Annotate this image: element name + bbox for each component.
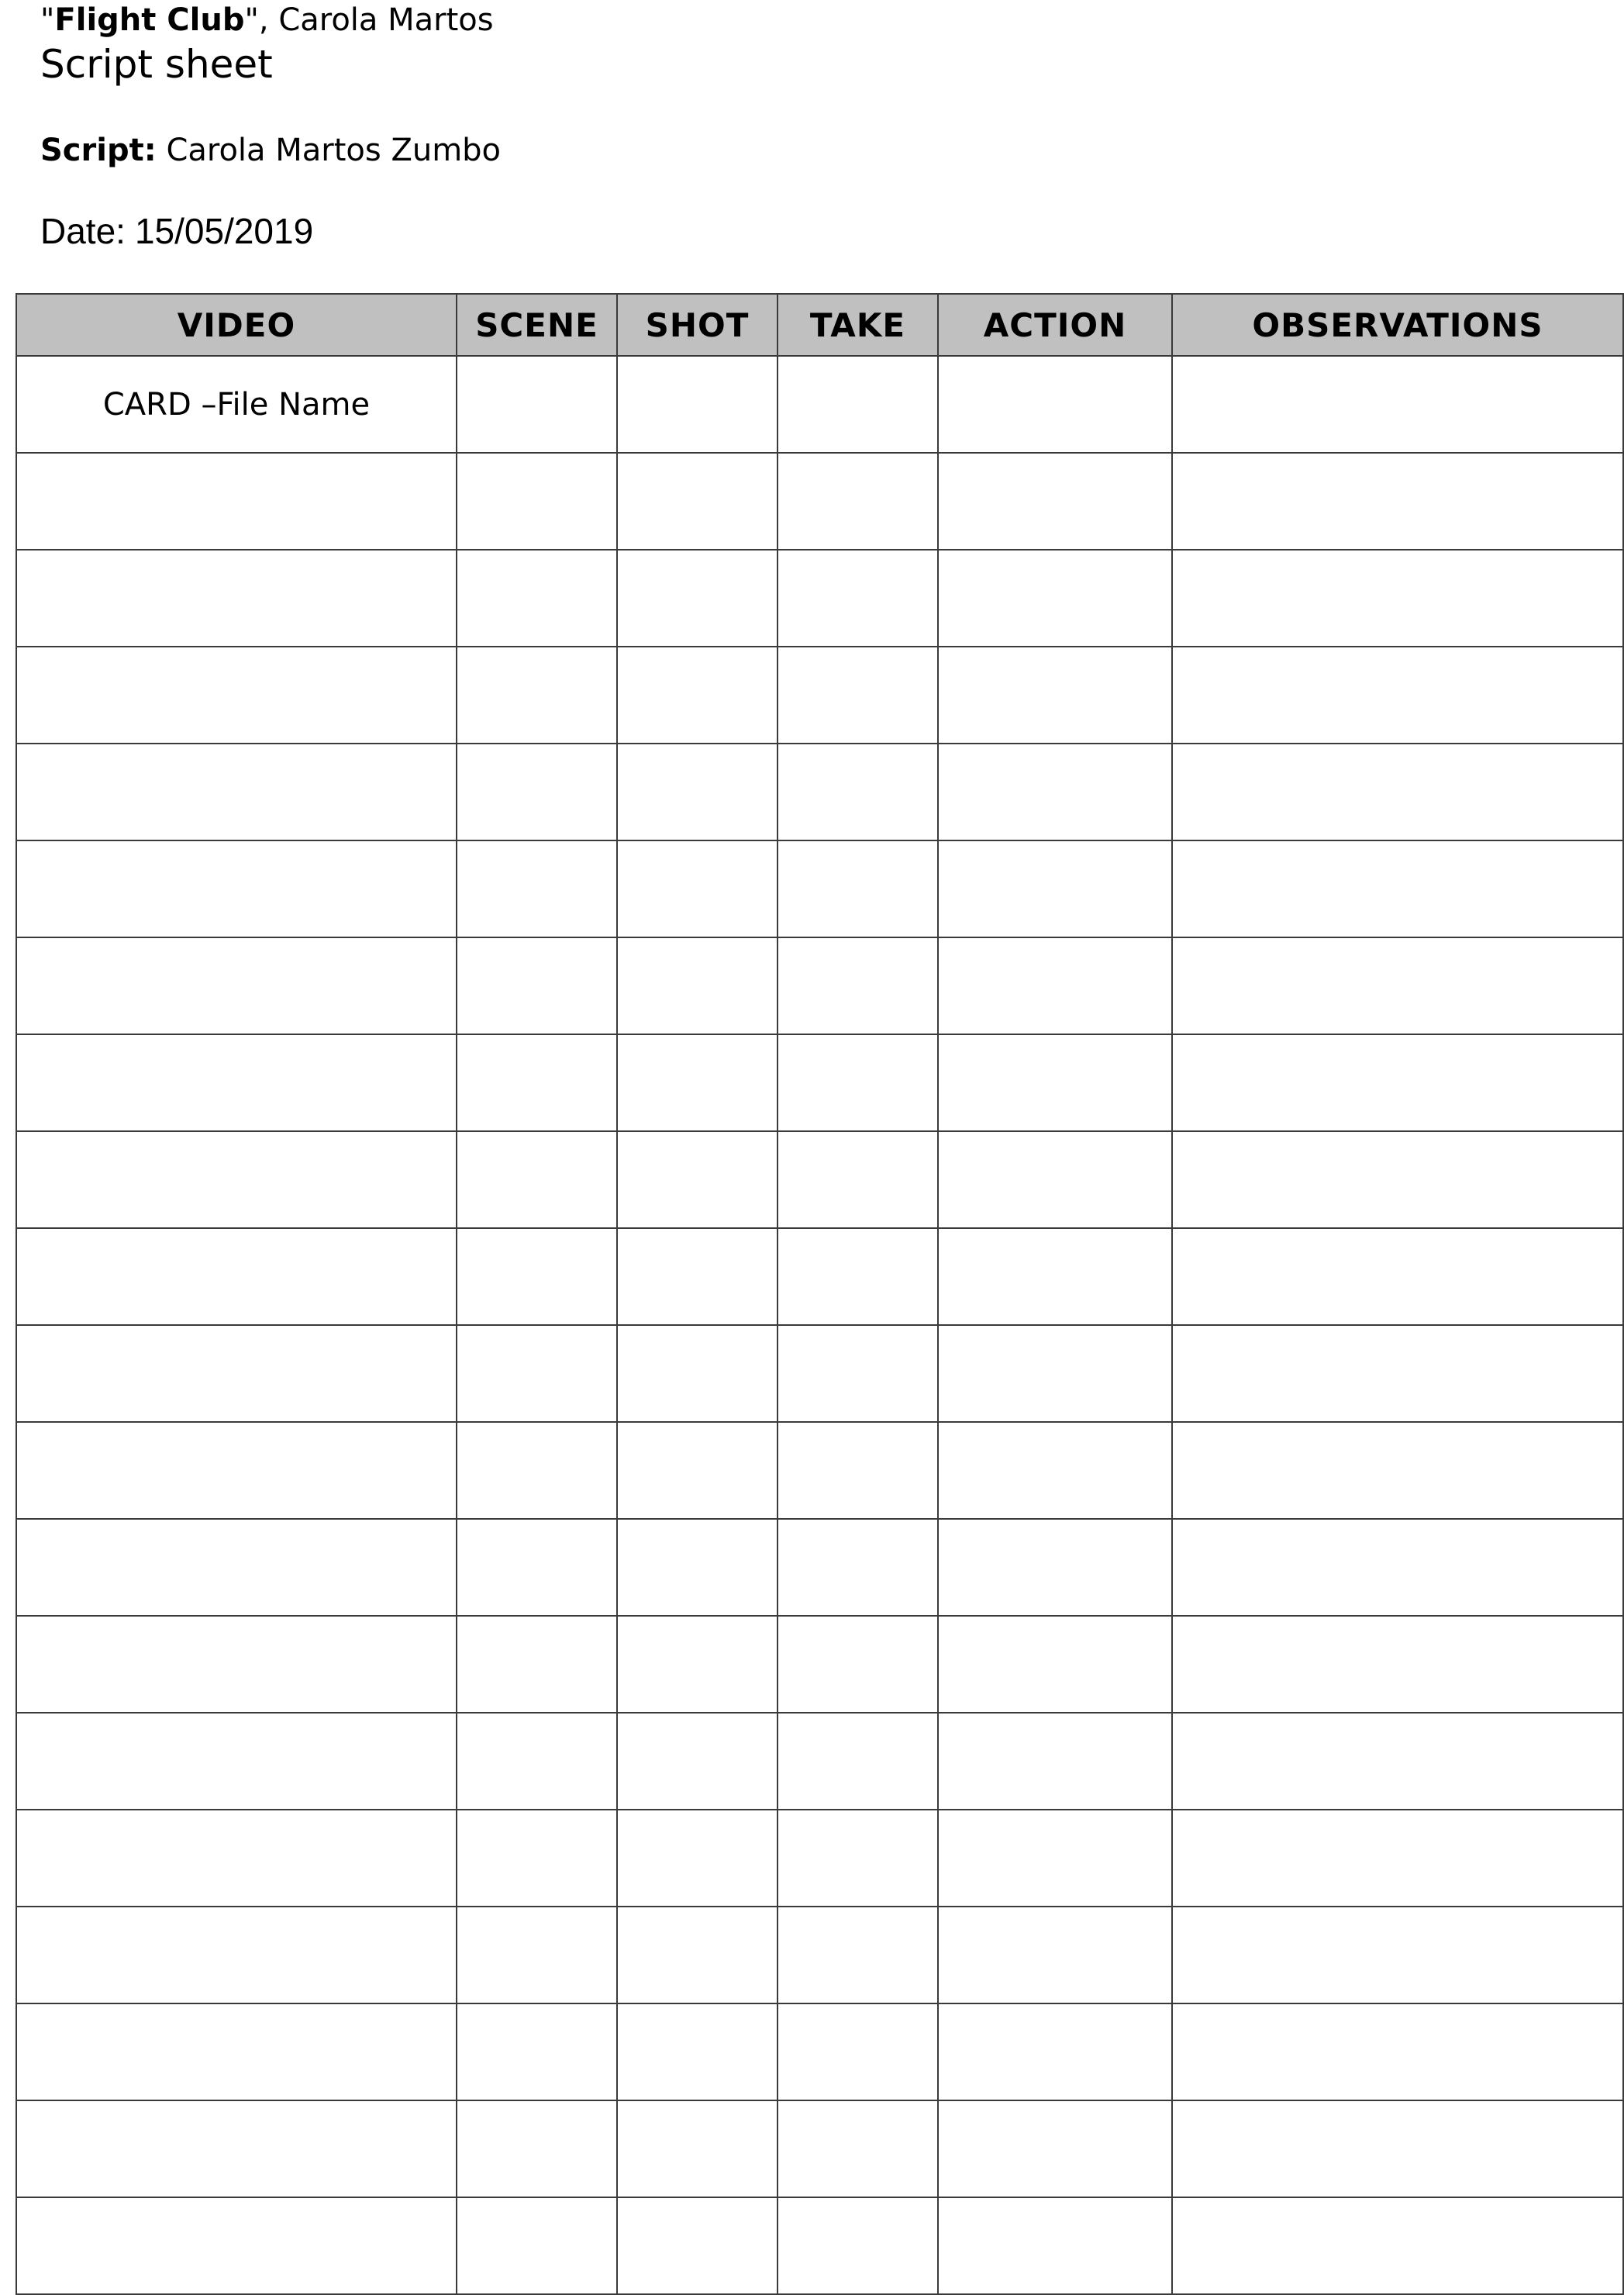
- film-title: Flight Club: [54, 2, 245, 38]
- cell-take[interactable]: [778, 840, 938, 937]
- table-header-row: [16, 294, 1623, 356]
- table-row: [16, 840, 1623, 937]
- cell-action[interactable]: [938, 550, 1172, 647]
- cell-action[interactable]: [938, 1422, 1172, 1519]
- table-row: [16, 1616, 1623, 1713]
- cell-scene[interactable]: [457, 1034, 617, 1131]
- table-row: [16, 1907, 1623, 2003]
- cell-take[interactable]: [778, 1519, 938, 1616]
- cell-shot[interactable]: [617, 2100, 778, 2197]
- cell-video[interactable]: [16, 1616, 457, 1713]
- cell-scene[interactable]: [457, 2003, 617, 2100]
- script-line: [40, 127, 501, 174]
- cell-action[interactable]: [938, 2003, 1172, 2100]
- cell-scene[interactable]: [457, 1228, 617, 1325]
- cell-observations[interactable]: [1172, 840, 1623, 937]
- table-row: [16, 2003, 1623, 2100]
- table-row: [16, 1519, 1623, 1616]
- cell-action[interactable]: [938, 2100, 1172, 2197]
- cell-shot[interactable]: [617, 937, 778, 1034]
- column-header-action: ACTION: [938, 294, 1172, 356]
- cell-take[interactable]: [778, 1422, 938, 1519]
- cell-shot[interactable]: [617, 2003, 778, 2100]
- cell-video[interactable]: [16, 453, 457, 550]
- cell-action[interactable]: [938, 1907, 1172, 2003]
- cell-observations[interactable]: [1172, 1713, 1623, 1810]
- table-row: [16, 647, 1623, 744]
- cell-action[interactable]: [938, 744, 1172, 840]
- cell-action[interactable]: [938, 647, 1172, 744]
- cell-observations[interactable]: [1172, 1907, 1623, 2003]
- date-value: 15/05/2019: [134, 211, 314, 251]
- cell-scene[interactable]: [457, 840, 617, 937]
- cell-scene[interactable]: [457, 550, 617, 647]
- cell-action[interactable]: [938, 937, 1172, 1034]
- cell-observations[interactable]: [1172, 1228, 1623, 1325]
- cell-video[interactable]: [16, 1907, 457, 2003]
- cell-take[interactable]: [778, 1228, 938, 1325]
- cell-video[interactable]: [16, 744, 457, 840]
- cell-observations[interactable]: [1172, 1519, 1623, 1616]
- script-sheet-table: [16, 293, 1624, 2295]
- column-header-take: TAKE: [778, 294, 938, 356]
- cell-shot[interactable]: [617, 1422, 778, 1519]
- table-row: [16, 453, 1623, 550]
- table-row: [16, 356, 1623, 453]
- cell-observations[interactable]: [1172, 2197, 1623, 2294]
- cell-take[interactable]: [778, 647, 938, 744]
- table-row: [16, 2197, 1623, 2294]
- cell-action[interactable]: [938, 2197, 1172, 2294]
- cell-observations[interactable]: [1172, 1034, 1623, 1131]
- author-name: Carola Martos: [278, 2, 494, 38]
- cell-video[interactable]: [16, 1228, 457, 1325]
- cell-video[interactable]: [16, 1810, 457, 1907]
- cell-shot[interactable]: [617, 1131, 778, 1228]
- cell-take[interactable]: [778, 1713, 938, 1810]
- column-header-observations: OBSERVATIONS: [1172, 294, 1623, 356]
- cell-take[interactable]: [778, 453, 938, 550]
- cell-scene[interactable]: [457, 744, 617, 840]
- cell-take[interactable]: [778, 1034, 938, 1131]
- cell-scene[interactable]: [457, 937, 617, 1034]
- open-quote: ": [40, 2, 55, 38]
- cell-video[interactable]: [16, 647, 457, 744]
- cell-shot[interactable]: [617, 1810, 778, 1907]
- cell-video[interactable]: [16, 1713, 457, 1810]
- cell-take[interactable]: [778, 1325, 938, 1422]
- cell-video[interactable]: [16, 1422, 457, 1519]
- cell-take[interactable]: [778, 1616, 938, 1713]
- cell-scene[interactable]: [457, 1519, 617, 1616]
- cell-observations[interactable]: [1172, 1325, 1623, 1422]
- cell-scene[interactable]: [457, 1907, 617, 2003]
- date-line: [40, 206, 313, 256]
- cell-video[interactable]: [16, 2100, 457, 2197]
- column-header-shot: SHOT: [617, 294, 778, 356]
- cell-shot[interactable]: [617, 1907, 778, 2003]
- cell-scene[interactable]: [457, 1131, 617, 1228]
- cell-action[interactable]: [938, 1325, 1172, 1422]
- cell-take[interactable]: [778, 356, 938, 453]
- cell-scene[interactable]: [457, 2100, 617, 2197]
- cell-action[interactable]: [938, 1616, 1172, 1713]
- column-header-video: VIDEO: [16, 294, 457, 356]
- cell-observations[interactable]: [1172, 1810, 1623, 1907]
- cell-observations[interactable]: [1172, 937, 1623, 1034]
- cell-video[interactable]: CARD –File Name: [16, 356, 457, 453]
- cell-video[interactable]: [16, 550, 457, 647]
- table-body: [16, 356, 1623, 2294]
- cell-take[interactable]: [778, 2197, 938, 2294]
- cell-action[interactable]: [938, 840, 1172, 937]
- cell-shot[interactable]: [617, 744, 778, 840]
- cell-take[interactable]: [778, 1907, 938, 2003]
- cell-shot[interactable]: [617, 453, 778, 550]
- quote-separator: ",: [244, 2, 279, 38]
- table-row: [16, 1325, 1623, 1422]
- cell-scene[interactable]: [457, 2197, 617, 2294]
- cell-video[interactable]: [16, 1034, 457, 1131]
- cell-take[interactable]: [778, 2100, 938, 2197]
- cell-shot[interactable]: [617, 356, 778, 453]
- cell-observations[interactable]: [1172, 744, 1623, 840]
- table-row: [16, 1713, 1623, 1810]
- cell-observations[interactable]: [1172, 1616, 1623, 1713]
- table-row: [16, 1810, 1623, 1907]
- cell-shot[interactable]: [617, 1713, 778, 1810]
- cell-action[interactable]: [938, 1131, 1172, 1228]
- cell-action[interactable]: [938, 1034, 1172, 1131]
- table-row: [16, 1228, 1623, 1325]
- cell-video[interactable]: [16, 2003, 457, 2100]
- table-row: [16, 1422, 1623, 1519]
- title-line: [40, 0, 494, 40]
- table-row: [16, 550, 1623, 647]
- script-value: Carola Martos Zumbo: [166, 133, 502, 168]
- cell-observations[interactable]: [1172, 647, 1623, 744]
- cell-action[interactable]: [938, 453, 1172, 550]
- cell-shot[interactable]: [617, 1325, 778, 1422]
- table-row: [16, 1131, 1623, 1228]
- cell-action[interactable]: [938, 1810, 1172, 1907]
- cell-observations[interactable]: [1172, 2003, 1623, 2100]
- cell-action[interactable]: [938, 356, 1172, 453]
- cell-take[interactable]: [778, 1810, 938, 1907]
- cell-scene[interactable]: [457, 1422, 617, 1519]
- cell-scene[interactable]: [457, 1325, 617, 1422]
- cell-observations[interactable]: [1172, 2100, 1623, 2197]
- sheet-name: Script sheet: [40, 42, 273, 87]
- cell-video[interactable]: [16, 840, 457, 937]
- cell-scene[interactable]: [457, 453, 617, 550]
- cell-take[interactable]: [778, 2003, 938, 2100]
- cell-video[interactable]: [16, 2197, 457, 2294]
- cell-observations[interactable]: [1172, 550, 1623, 647]
- column-header-scene: SCENE: [457, 294, 617, 356]
- cell-shot[interactable]: [617, 647, 778, 744]
- cell-video[interactable]: [16, 1325, 457, 1422]
- table-row: [16, 744, 1623, 840]
- cell-take[interactable]: [778, 937, 938, 1034]
- script-label: Script:: [40, 133, 157, 168]
- cell-shot[interactable]: [617, 1616, 778, 1713]
- date-label: Date:: [40, 211, 126, 251]
- cell-observations[interactable]: [1172, 1422, 1623, 1519]
- cell-take[interactable]: [778, 1131, 938, 1228]
- cell-shot[interactable]: [617, 840, 778, 937]
- cell-scene[interactable]: [457, 1713, 617, 1810]
- cell-observations[interactable]: [1172, 453, 1623, 550]
- cell-action[interactable]: [938, 1228, 1172, 1325]
- cell-scene[interactable]: [457, 1616, 617, 1713]
- cell-shot[interactable]: [617, 1519, 778, 1616]
- cell-scene[interactable]: [457, 356, 617, 453]
- cell-take[interactable]: [778, 744, 938, 840]
- cell-scene[interactable]: [457, 1810, 617, 1907]
- cell-shot[interactable]: [617, 1034, 778, 1131]
- table-row: [16, 1034, 1623, 1131]
- cell-observations[interactable]: [1172, 1131, 1623, 1228]
- cell-video[interactable]: [16, 1131, 457, 1228]
- cell-shot[interactable]: [617, 550, 778, 647]
- cell-shot[interactable]: [617, 2197, 778, 2294]
- table-row: [16, 2100, 1623, 2197]
- cell-action[interactable]: [938, 1713, 1172, 1810]
- cell-scene[interactable]: [457, 647, 617, 744]
- table-row: [16, 937, 1623, 1034]
- cell-shot[interactable]: [617, 1228, 778, 1325]
- cell-take[interactable]: [778, 550, 938, 647]
- cell-observations[interactable]: [1172, 356, 1623, 453]
- cell-video[interactable]: [16, 937, 457, 1034]
- cell-action[interactable]: [938, 1519, 1172, 1616]
- cell-video[interactable]: [16, 1519, 457, 1616]
